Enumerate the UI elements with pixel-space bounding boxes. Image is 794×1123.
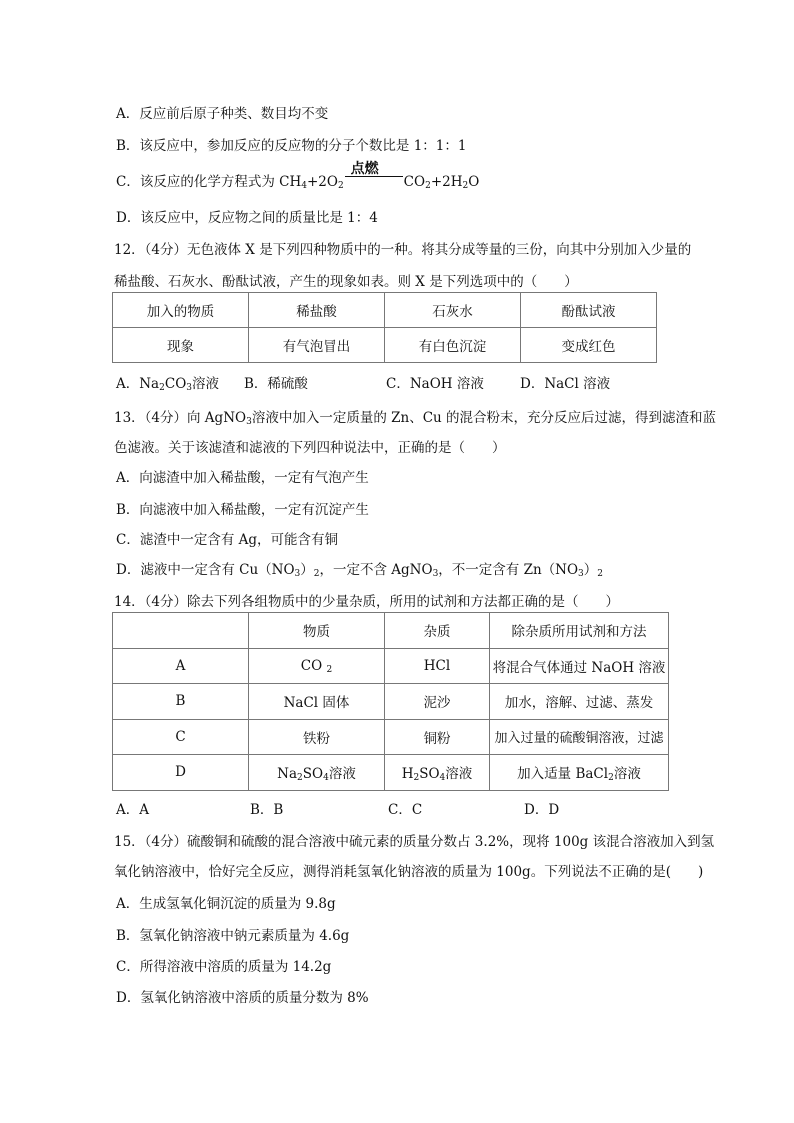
table-cell: 杂质	[385, 613, 490, 649]
table-cell: 除杂质所用试剂和方法	[490, 613, 669, 649]
q14-table	[112, 612, 669, 791]
table-cell: D	[113, 755, 249, 791]
q12-stem-line2: 稀盐酸、石灰水、酚酞试液，产生的现象如表。则 X 是下列选项中的（ ）	[114, 274, 578, 290]
table-cell: 加入适量 BaCl$_2$溶液	[490, 755, 669, 791]
q12-stem-line1: 12．（4分）无色液体 X 是下列四种物质中的一种。将其分成等量的三份，向其中分别加入少量的	[114, 242, 692, 258]
q15-stem-line1: 15．（4分）硫酸铜和硫酸的混合溶液中硫元素的质量分数占 3.2%，现将 100g 该混合溶液加入到氢	[114, 834, 715, 850]
q12-answer-a: A．$Na_2CO_3$溶液	[116, 376, 219, 393]
table-cell: 变成红色	[521, 328, 657, 363]
q13-option-b: B．向滤液中加入稀盐酸，一定有沉淀产生	[116, 502, 369, 518]
table-row	[113, 328, 657, 363]
q11-option-a: A．反应前后原子种类、数目均不变	[116, 106, 329, 122]
q11-option-d: D．该反应中，反应物之间的质量比是 1：4	[116, 210, 378, 226]
table-cell: B	[113, 684, 249, 720]
q14-answer-b: B．B	[250, 802, 284, 818]
q13-option-c: C．滤渣中一定含有 Ag，可能含有铜	[116, 532, 339, 548]
q13-option-a: A．向滤渣中加入稀盐酸，一定有气泡产生	[116, 470, 369, 486]
table-row	[113, 755, 669, 791]
table-cell: 石灰水	[385, 293, 521, 328]
table-row	[113, 648, 669, 684]
q13-stem-line2: 色滤液。关于该滤渣和滤液的下列四种说法中，正确的是（ ）	[114, 440, 506, 456]
table-cell	[113, 613, 249, 649]
q12-answer-d: D．NaCl 溶液	[520, 376, 611, 392]
table-row	[113, 684, 669, 720]
q13-stem-line1: 13．（4分）向 AgNO$_3$溶液中加入一定质量的 Zn、Cu 的混合粉末，充分反应后过滤，得到滤渣和蓝	[114, 410, 717, 427]
table-cell: $H_2SO_4$溶液	[385, 755, 490, 791]
q15-option-d: D．氢氧化钠溶液中溶质的质量分数为 8%	[116, 990, 369, 1006]
table-cell: C	[113, 719, 249, 755]
table-cell: 加水，溶解、过滤、蒸发	[490, 684, 669, 720]
table-cell: 有白色沉淀	[385, 328, 521, 363]
q14-answer-a: A．A	[116, 802, 149, 818]
table-cell: 现象	[113, 328, 249, 363]
q12-table	[112, 292, 657, 363]
q12-answer-c: C．NaOH 溶液	[386, 376, 484, 392]
table-cell: $Na_2SO_4$溶液	[249, 755, 385, 791]
table-cell: 稀盐酸	[249, 293, 385, 328]
reaction-condition-label: 点燃	[350, 161, 379, 177]
table-cell: 铜粉	[385, 719, 490, 755]
table-row	[113, 293, 657, 328]
q14-stem: 14．（4分）除去下列各组物质中的少量杂质，所用的试剂和方法都正确的是（ ）	[114, 594, 620, 610]
q13-option-d: D．滤液中一定含有 $Cu(NO_3)_2$，一定不含 AgNO$_3$，不一定含有 $Zn(NO_3)_2$	[116, 562, 604, 579]
table-cell: A	[113, 648, 249, 684]
q12-answer-b: B．稀硫酸	[244, 376, 308, 392]
table-cell: 酚酞试液	[521, 293, 657, 328]
table-cell: CO $_2$	[249, 648, 385, 684]
q15-stem-line2: 氧化钠溶液中，恰好完全反应，测得消耗氢氧化钠溶液的质量为 100g。下列说法不正确的是( )	[114, 864, 704, 880]
q11-option-c: C．该反应的化学方程式为 $CH_4+2O_2$ 点燃 $CO_2+2H_2O$	[116, 170, 479, 190]
q14-answer-c: C．C	[388, 802, 423, 818]
q14-answer-d: D．D	[524, 802, 560, 818]
q15-option-a: A．生成氢氧化铜沉淀的质量为 9.8g	[116, 896, 336, 912]
table-cell: 泥沙	[385, 684, 490, 720]
q11-option-b: B．该反应中，参加反应的反应物的分子个数比是 1：1：1	[116, 138, 467, 154]
table-cell: 铁粉	[249, 719, 385, 755]
table-row	[113, 719, 669, 755]
q15-option-b: B．氢氧化钠溶液中钠元素质量为 4.6g	[116, 928, 350, 944]
table-cell: 有气泡冒出	[249, 328, 385, 363]
table-cell: 将混合气体通过 NaOH 溶液	[490, 648, 669, 684]
table-cell: NaCl 固体	[249, 684, 385, 720]
table-cell: 物质	[249, 613, 385, 649]
table-row	[113, 613, 669, 649]
table-cell: 加入过量的硫酸铜溶液，过滤	[490, 719, 669, 755]
reaction-condition-arrow	[345, 161, 403, 186]
q12-answers	[116, 372, 610, 392]
q14-answers	[116, 798, 559, 818]
table-cell: HCl	[385, 648, 490, 684]
q15-option-c: C．所得溶液中溶质的质量为 14.2g	[116, 959, 332, 975]
table-cell: 加入的物质	[113, 293, 249, 328]
